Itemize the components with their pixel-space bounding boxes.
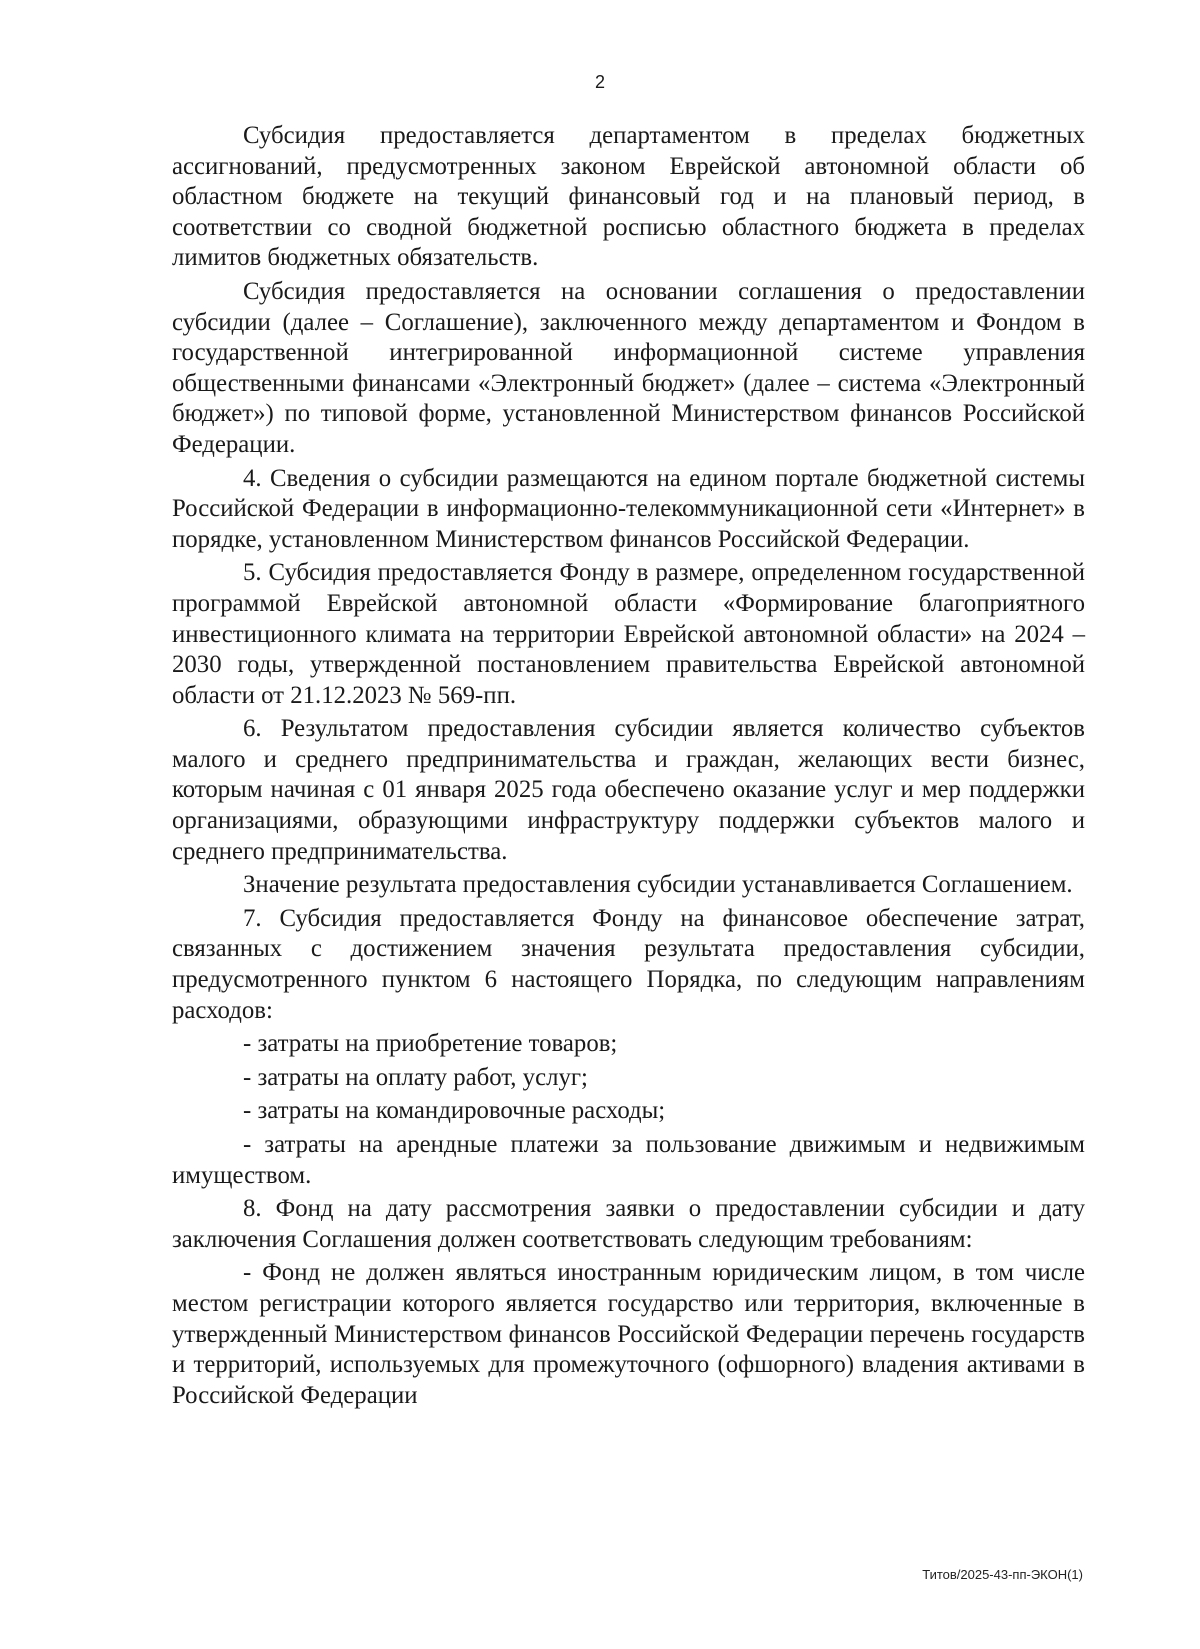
paragraph: - Фонд не должен являться иностранным юридическим лицом, в том числе местом регистрации которого является государство или территория, включенные в утвержденный Министерством финансов Российской Федерации перечень государств и территорий, используемых для промежуточного (офшорного) владения активами в Российской Федерации [172, 1259, 1085, 1409]
paragraph: Субсидия предоставляется на основании соглашения о предоставлении субсидии (далее – Соглашение), заключенного между департаментом и Фондом в государственной интегрированной информационной системе управления общественными финансами «Электронный бюджет» (далее – система «Электронный бюджет») по типовой форме, установленной Министерством финансов Российской Федерации. [172, 277, 1085, 458]
paragraph: 8. Фонд на дату рассмотрения заявки о предоставлении субсидии и дату заключения Соглашения должен соответствовать следующим требованиям: [172, 1195, 1085, 1253]
paragraph: Субсидия предоставляется департаментом в пределах бюджетных ассигнований, предусмотренных законом Еврейской автономной области об областном бюджете на текущий финансовый год и на плановый период, в соответствии со сводной бюджетной росписью областного бюджета в пределах лимитов бюджетных обязательств. [172, 122, 1085, 272]
list-item: - затраты на приобретение товаров; [243, 1030, 618, 1058]
page-number: 2 [594, 72, 605, 92]
document-body [172, 121, 1085, 1414]
paragraph: Значение результата предоставления субсидии устанавливается Соглашением. [243, 871, 1073, 899]
paragraph: 5. Субсидия предоставляется Фонду в размере, определенном государственной программой Еврейской автономной области «Формирование благоприятного инвестиционного климата на территории Еврейской автономной области» на 2024 – 2030 годы, утвержденной постановлением правительства Еврейской автономной области от 21.12.2023 № 569-пп. [172, 559, 1085, 709]
list-item: - затраты на оплату работ, услуг; [243, 1063, 588, 1091]
paragraph: 6. Результатом предоставления субсидии является количество субъектов малого и среднего предпринимательства и граждан, желающих вести бизнес, которым начиная с 01 января 2025 года обеспечено оказание услуг и мер поддержки организациями, образующими инфраструктуру поддержки субъектов малого и среднего предпринимательства. [172, 715, 1085, 865]
paragraph: 7. Субсидия предоставляется Фонду на финансовое обеспечение затрат, связанных с достижением значения результата предоставления субсидии, предусмотренного пунктом 6 настоящего Порядка, по следующим направлениям расходов: [172, 904, 1085, 1024]
list-item: - затраты на командировочные расходы; [243, 1097, 666, 1125]
footer-document-code: Титов/2025-43-пп-ЭКОН(1) [922, 1567, 1083, 1582]
list-item: - затраты на арендные платежи за пользование движимым и недвижимым имуществом. [172, 1131, 1085, 1189]
paragraph: 4. Сведения о субсидии размещаются на едином портале бюджетной системы Российской Федерации в информационно-телекоммуникационной сети «Интернет» в порядке, установленном Министерством финансов Российской Федерации. [172, 464, 1085, 553]
